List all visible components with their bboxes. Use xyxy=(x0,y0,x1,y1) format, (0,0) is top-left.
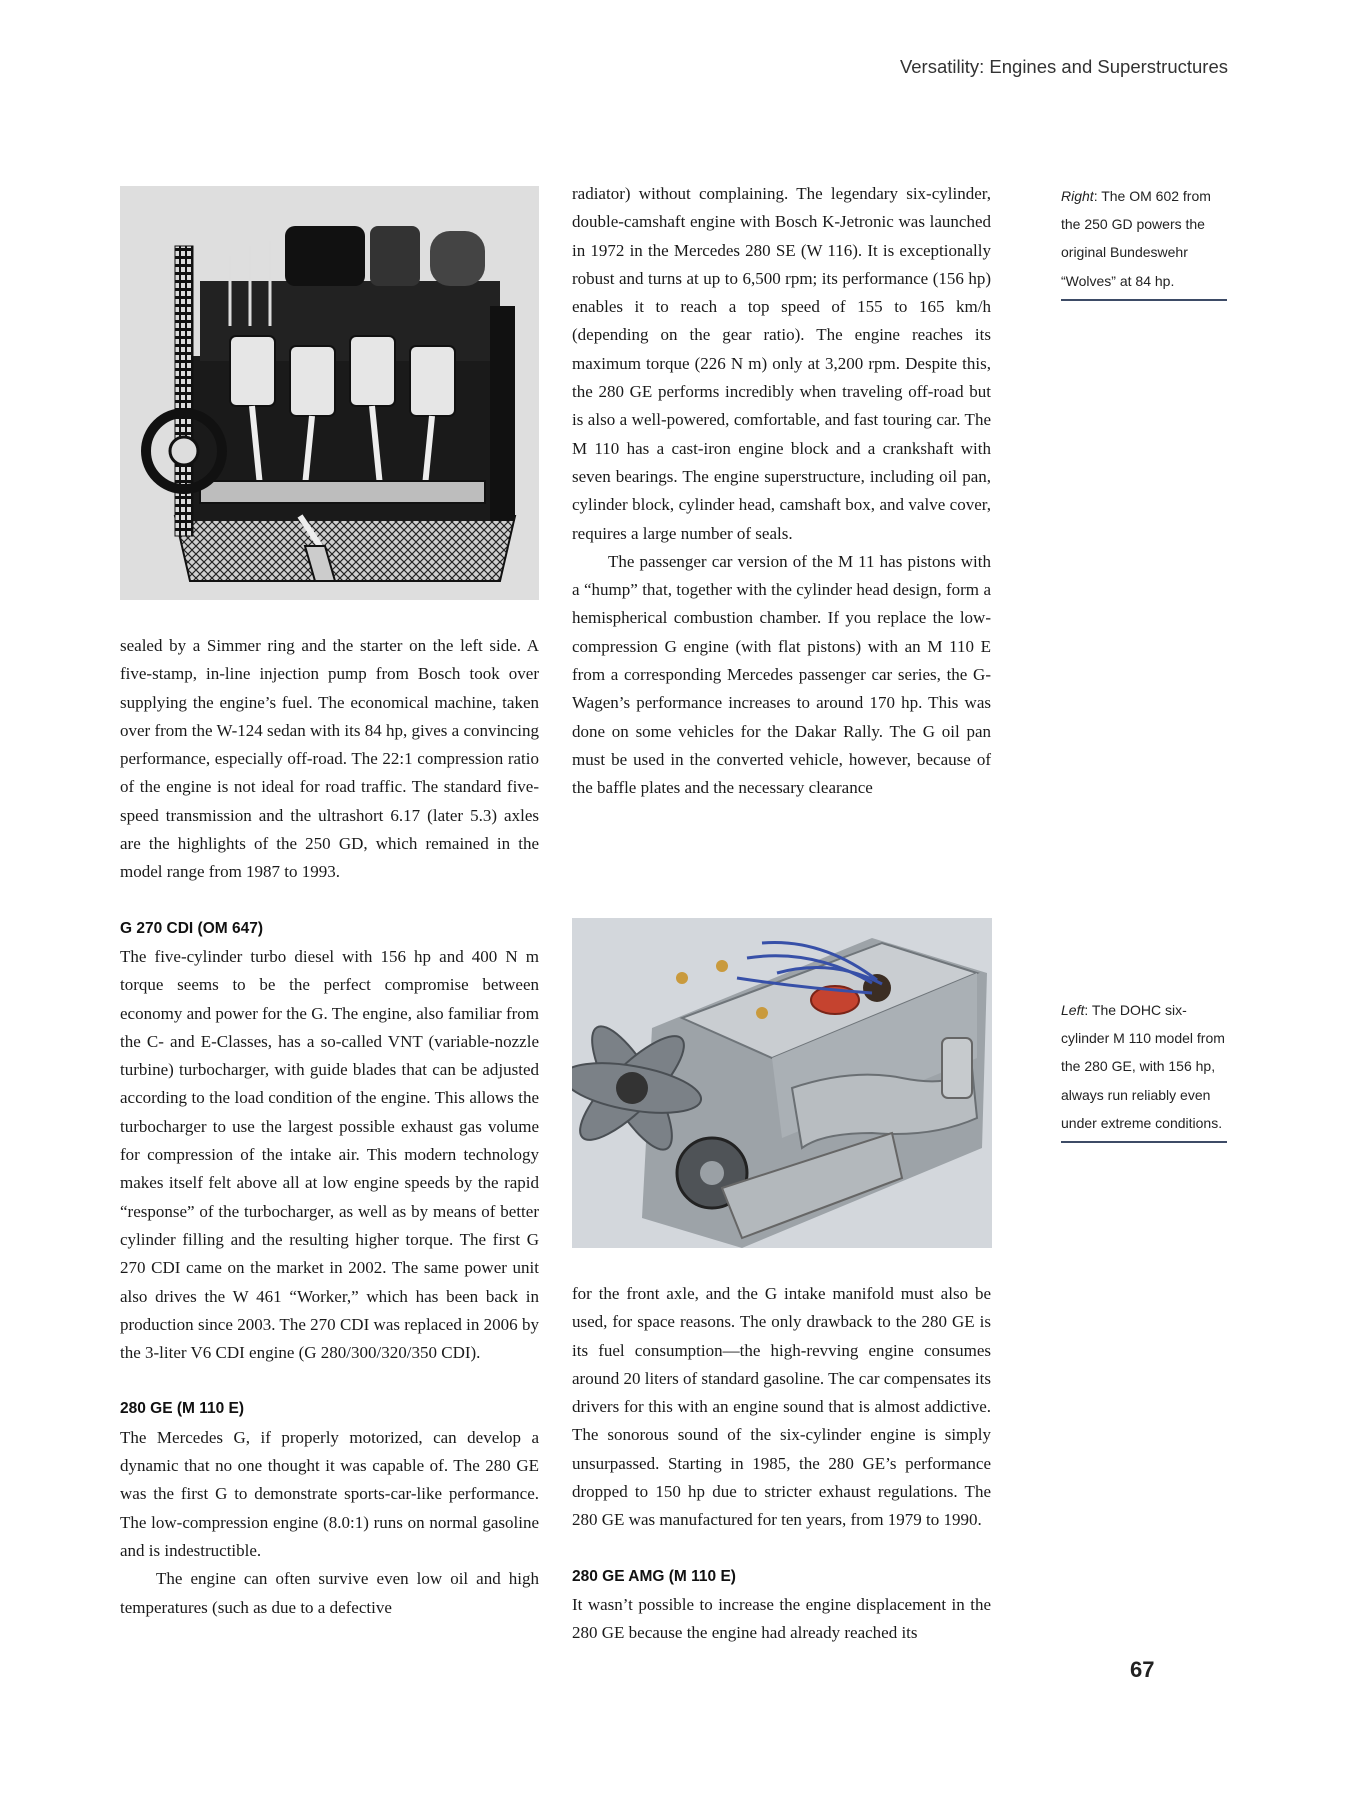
engine-cutaway-illustration xyxy=(120,186,539,600)
running-head: Versatility: Engines and Superstructures xyxy=(899,56,1228,77)
paragraph: The passenger car version of the M 11 has pistons with a “hump” that, together with the cylinder head design, form a hemispherical combustion chamber. If you replace the low-compression G engine (with flat pistons) with an M 110 E from a corresponding Mercedes passenger car series, the G-Wagen’s performance increases to around 170 hp. This was done on some vehicles for the Dakar Rally. The G oil pan must be used in the converted vehicle, however, because of the baffle plates and the necessary clearance xyxy=(572,551,991,798)
caption-right xyxy=(1061,182,1227,301)
paragraph: for the front axle, and the G intake manifold must also be used, for space reasons. The only drawback to the 280 GE is its fuel consumption—the high-revving engine consumes around 20 liters of standard gasoline. The car compensates its drivers for this with an engine sound that is almost addictive. The sonorous sound of the six-cylinder engine is simply unsurpassed. Starting in 1985, the 280 GE’s performance dropped to 150 hp due to stricter exhaust regulations. The 280 GE was manufactured for ten years, from 1979 to 1990. xyxy=(572,1284,991,1530)
caption-lead: Left xyxy=(1061,1002,1085,1018)
section-heading-280ge-amg: 280 GE AMG (M 110 E) xyxy=(572,1567,736,1585)
section-heading-280ge: 280 GE (M 110 E) xyxy=(120,1400,245,1418)
caption-text: : The OM 602 from the 250 GD powers the original Bundeswehr “Wolves” at 84 hp. xyxy=(1061,188,1211,289)
section-heading-g270cdi: G 270 CDI (OM 647) xyxy=(120,919,263,937)
text-column-2-upper xyxy=(572,180,991,803)
engine-cutaway-figure xyxy=(120,186,539,600)
caption-lead: Right xyxy=(1061,188,1094,204)
paragraph: sealed by a Simmer ring and the starter on the left side. A five-stamp, in-line injection pump from Bosch took over supplying the engine’s fuel. The economical machine, taken over from the W-124 sedan with its 84 hp, gives a convincing performance, especially off-road. The 22:1 compression ratio of the engine is not ideal for road traffic. The standard five-speed transmission and the ultrashort 6.17 (later 5.3) axles are the highlights of the 250 GD, which remained in the model range from 1987 to 1993. xyxy=(120,636,539,882)
engine-photo-figure xyxy=(572,918,992,1248)
paragraph: The five-cylinder turbo diesel with 156 hp and 400 N m torque seems to be the perfect compromise between economy and power for the G. The engine, also familiar from the C- and E-Classes, has a so-called VNT (variable-nozzle turbine) turbocharger, with guide blades that can be adjusted according to the load condition of the engine. This allows the turbocharger to use the largest possible exhaust gas volume for compression of the intake air. This modern technology makes itself felt above all at low engine speeds by the rapid “response” of the turbocharger, as well as by means of better cylinder filling and the resulting higher torque. The first G 270 CDI came on the market in 2002. The same power unit also drives the W 461 “Worker,” which has been back in production since 2003. The 270 CDI was replaced in 2006 by the 3-liter V6 CDI engine (G 280/300/320/350 CDI). xyxy=(120,946,539,1363)
paragraph: The Mercedes G, if properly motorized, can develop a dynamic that no one thought it was capable of. The 280 GE was the first G to demonstrate sports-car-like performance. The low-compression engine (8.0:1) runs on normal gasoline and is indestructible. xyxy=(120,1427,539,1560)
paragraph: It wasn’t possible to increase the engine displacement in the 280 GE because the engine had already reached its xyxy=(572,1594,991,1643)
text-column-1 xyxy=(120,632,539,1622)
paragraph: radiator) without complaining. The legendary six-cylinder, double-camshaft engine with Bosch K-Jetronic was launched in 1972 in the Mercedes 280 SE (W 116). It is exceptionally robust and turns at up to 6,500 rpm; its performance (156 hp) enables it to reach a top speed of 155 to 165 km/h (depending on the gear ratio). The engine reaches its maximum torque (226 N m) only at 3,200 rpm. Despite this, the 280 GE performs incredibly when traveling off-road but is also a well-powered, comfortable, and fast touring car. The M 110 has a cast-iron engine block and a crankshaft with seven bearings. The engine superstructure, including oil pan, cylinder block, cylinder head, camshaft box, and valve cover, requires a large number of seals. xyxy=(572,184,991,543)
m110-engine-photo xyxy=(572,918,992,1248)
text-column-2-lower xyxy=(572,1280,991,1648)
page-number: 67 xyxy=(1130,1657,1155,1682)
caption-text: : The DOHC six-cylinder M 110 model from the 280 GE, with 156 hp, always run reliably even under extreme conditions. xyxy=(1061,1002,1225,1131)
paragraph: The engine can often survive even low oil and high temperatures (such as due to a defective xyxy=(120,1569,539,1617)
caption-left xyxy=(1061,996,1227,1143)
